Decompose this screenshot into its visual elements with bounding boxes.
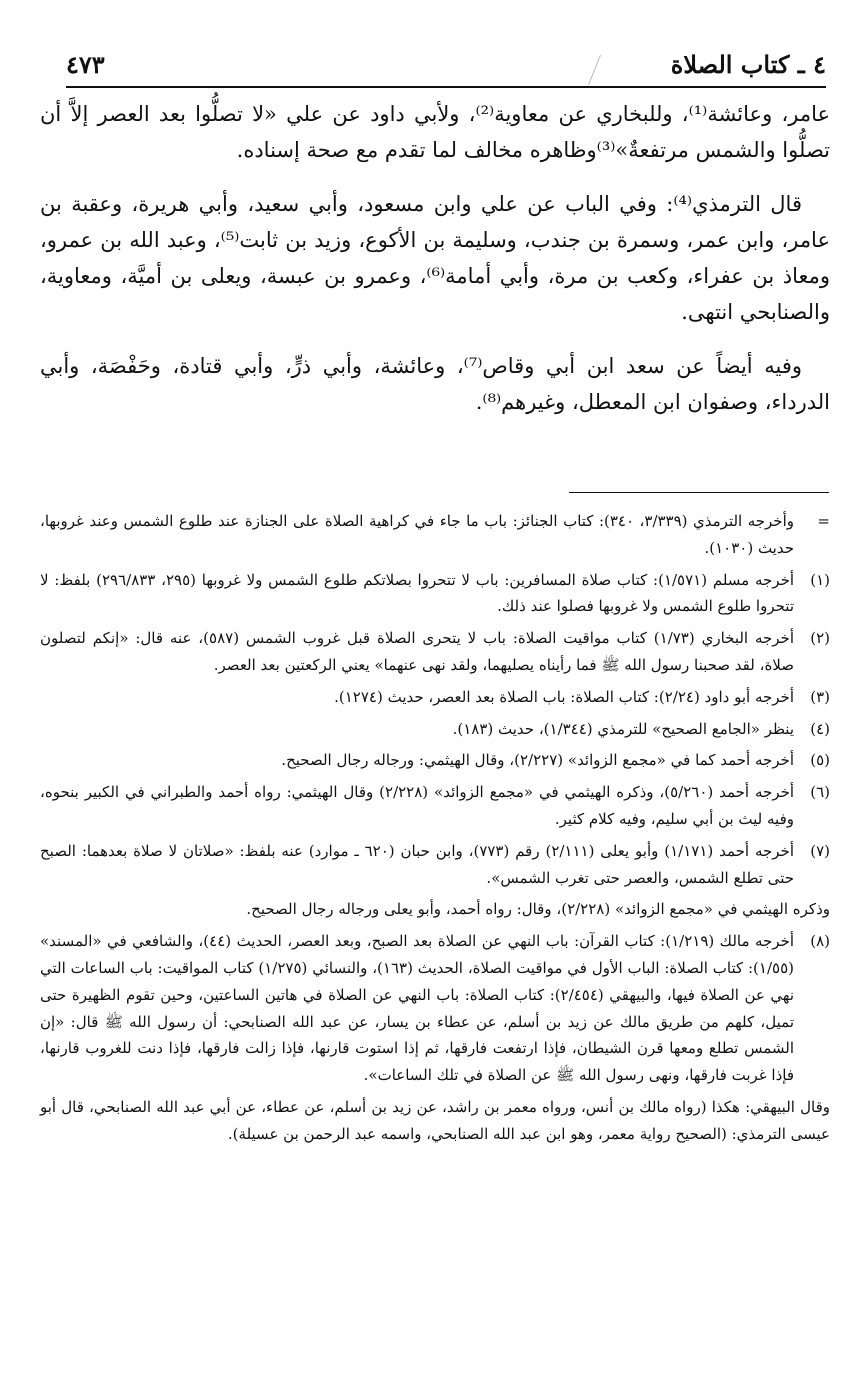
footnote-text: أخرجه أحمد (١/١٧١) وأبو يعلى (٢/١١١) رقم (٧٧٣)، وابن حبان (٦٢٠ ـ موارد) عنه بلفظ: «صلاتان لا صلاة بعدهما: الصبح حتى تطلع الشمس، والعصر حتى تغرب الشمس». (40, 841, 794, 887)
footnote-mark: (٨) (810, 932, 830, 951)
footnote (40, 747, 830, 774)
footnote (40, 567, 830, 621)
footnote (40, 716, 830, 743)
footnote-mark: (٥) (810, 751, 830, 770)
footnote-mark: (١) (810, 570, 830, 589)
footnote (40, 684, 830, 711)
footnote-text: أخرجه البخاري (١/٧٣) كتاب مواقيت الصلاة: باب لا يتحرى الصلاة قبل غروب الشمس (٥٨٧)، عنه قال: «إنكم لتصلون صلاة، لقد صحبنا رسول الله ﷺ فما رأيناه يصليهما، ولقد نهى عنهما» يعني الركعتين بعد العصر. (40, 629, 794, 674)
main-paragraph: قال الترمذي⁽⁴⁾: وفي الباب عن علي وابن مسعود، وأبي سعيد، وأبي هريرة، وعقبة بن عامر، وابن عمر، وسمرة بن جندب، وسليمة بن الأكوع، وزيد بن ثابت⁽⁵⁾، وعبد الله بن عمرو، ومعاذ بن عفراء، وكعب بن مرة، وأبي أمامة⁽⁶⁾، وعمرو بن عبسة، ويعلى بن أميَّة، ومعاوية، والصنابحي انتهى. (40, 192, 830, 324)
main-paragraph: وفيه أيضاً عن سعد ابن أبي وقاص⁽⁷⁾، وعائشة، وأبي ذرٍّ، وأبي قتادة، وحَفْصَة، وأبي الدرداء، وصفوان ابن المعطل، وغيرهم⁽⁸⁾. (40, 354, 830, 414)
footnote-continuation (40, 896, 830, 923)
footnote (40, 838, 830, 892)
footnote-text: وذكره الهيثمي في «مجمع الزوائد» (٢/٢٢٨)، وقال: رواه أحمد، وأبو يعلى ورجاله رجال الصحيح. (246, 900, 830, 919)
footnote-continuation (40, 1094, 830, 1148)
footnote-text: وقال البيهقي: هكذا (رواه مالك بن أنس، ورواه معمر بن راشد، عن زيد بن أسلم، عن عطاء، عن أبي عبد الله الصنابحي، قال أبو عيسى الترمذي: (الصحيح رواية معمر، وهو ابن عبد الله الصنابحي، واسمه عبد الرحمن بن عسيلة). (40, 1097, 830, 1143)
footnote (40, 779, 830, 833)
footnote-text: وأخرجه الترمذي (٣/٣٣٩، ٣٤٠): كتاب الجنائز: باب ما جاء في كراهية الصلاة على الجنازة عند طلوع الشمس وعند غروبها، حديث (١٠٣٠). (40, 512, 794, 557)
footnote-mark: (٦) (810, 783, 830, 802)
page-header (66, 46, 826, 88)
footnote-text: أخرجه أحمد كما في «مجمع الزوائد» (٢/٢٢٧)، وقال الهيثمي: ورجاله رجال الصحيح. (281, 751, 794, 770)
chapter-title: ٤ ـ كتاب الصلاة (670, 50, 826, 79)
footnote-mark: (٣) (810, 687, 830, 706)
footnote-mark: (٢) (810, 629, 830, 648)
main-paragraph: عامر، وعائشة⁽¹⁾، وللبخاري عن معاوية⁽²⁾، ولأبي داود عن علي «لا تصلُّوا بعد العصر إلاَّ أن تصلُّوا والشمس مرتفعةٌ»⁽³⁾وظاهره مخالف لما تقدم مع صحة إسناده. (40, 102, 830, 162)
footnote-text: أخرجه أبو داود (٢/٢٤): كتاب الصلاة: باب الصلاة بعد العصر، حديث (١٢٧٤). (334, 687, 794, 706)
footnote-text: ينظر «الجامع الصحيح» للترمذي (١/٣٤٤)، حديث (١٨٣). (452, 719, 794, 738)
footnote (40, 928, 830, 1089)
footnote-text: أخرجه مسلم (١/٥٧١): كتاب صلاة المسافرين: باب لا تتحروا بصلاتكم طلوع الشمس ولا غروبها (٢٩٥، ٢٩٦/٨٣٣) بلفظ: لا تتحروا طلوع الشمس ولا غروبها فصلوا عند ذلك. (40, 570, 795, 616)
footnote-mark: (٧) (810, 841, 830, 860)
scan-mark (588, 55, 601, 85)
footnote-separator (569, 492, 829, 493)
footnote (40, 625, 830, 679)
footnote-mark: (٤) (810, 719, 830, 738)
footnotes (40, 508, 830, 1153)
footnote (40, 508, 830, 562)
main-text (40, 96, 830, 438)
footnote-text: أخرجه مالك (١/٢١٩): كتاب القرآن: باب النهي عن الصلاة بعد الصبح، وبعد العصر، الحديث (٤٤)، والشافعي في «المسند» (١/٥٥): كتاب الصلاة: الباب الأول في مواقيت الصلاة، الحديث (١٦٣)، والنسائي (١/٢٧٥) كتاب المواقيت: باب الساعات التي نهي عن الصلاة فيها، والبيهقي (٢/٤٥٤): كتاب الصلاة: باب النهي عن الصلاة في هاتين الساعتين، وحين تقوم الظهيرة حتى تميل، كلهم من طريق مالك عن زيد بن أسلم، عن عطاء بن يسار، عن عبد الله الصنابحي: أن رسول الله ﷺ قال: «إن الشمس تطلع ومعها قرن الشيطان، فإذا ارتفعت فارقها، ثم إذا استوت قارنها، فإذا زالت فارقها، فإذا دنت للغروب قارنها، فإذا غربت فارقها، ونهى رسول الله ﷺ عن الصلاة في تلك الساعات». (40, 932, 795, 1085)
footnote-mark: = (817, 512, 830, 530)
footnote-text: أخرجه أحمد (٥/٢٦٠)، وذكره الهيثمي في «مجمع الزوائد» (٢/٢٢٨) وقال الهيثمي: رواه أحمد والطبراني في الكبير بنحوه، وفيه ليث بن أبي سليم، وفيه كلام كثير. (40, 783, 795, 828)
page-number: ٤٧٣ (66, 50, 105, 79)
